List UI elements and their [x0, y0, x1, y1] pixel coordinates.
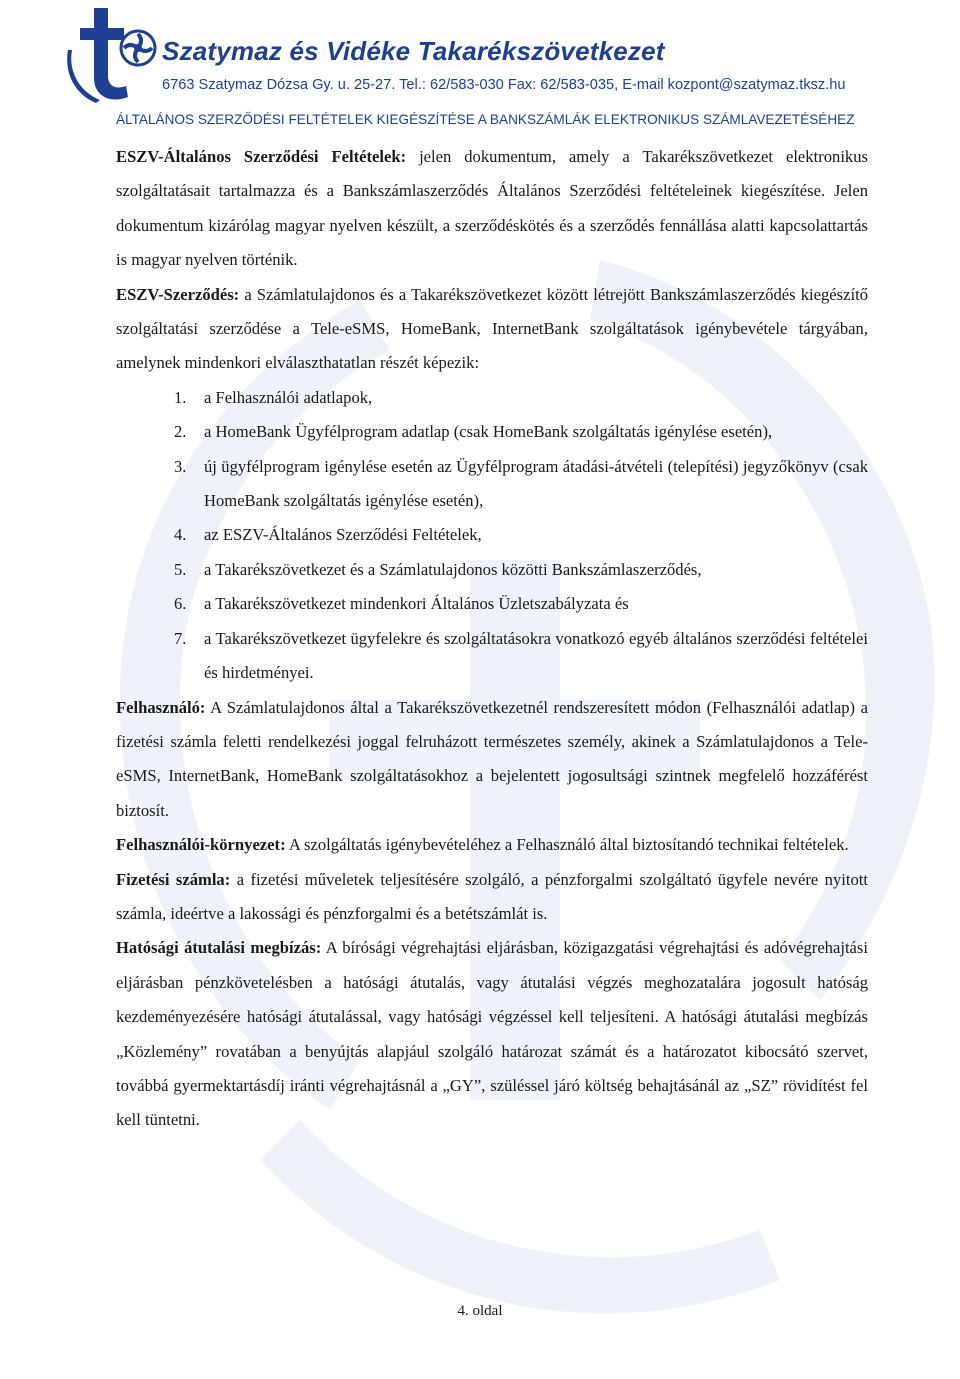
definition-aszf [116, 140, 868, 278]
list-item-text: a HomeBank Ügyfélprogram adatlap (csak HomeBank szolgáltatás igénylése esetén), [204, 422, 773, 442]
list-item-number: 5. [174, 559, 187, 579]
list-item-number: 2. [174, 422, 187, 442]
organization-contact: 6763 Szatymaz Dózsa Gy. u. 25-27. Tel.: 62/583-030 Fax: 62/583-035, E-mail kozpont@szatymaz.tksz.hu [162, 77, 846, 93]
list-item-text: a Takarékszövetkezet és a Számlatulajdonos közötti Bankszámlaszerződés, [204, 559, 702, 579]
definition-felhasznalo [116, 691, 868, 829]
definition-hatosagi-atutalas [116, 931, 868, 1137]
list-item [116, 450, 868, 519]
definition-term: Fizetési számla: [116, 869, 231, 889]
list-item-text: a Felhasználói adatlapok, [204, 387, 373, 407]
document-body [116, 140, 868, 1138]
definition-term: Hatósági átutalási megbízás: [116, 938, 322, 958]
list-item [116, 587, 868, 621]
list-item [116, 553, 868, 587]
list-item [116, 415, 868, 449]
definition-term: Felhasználó: [116, 697, 206, 717]
bank-logo [64, 4, 160, 104]
list-item-text: a Takarékszövetkezet ügyfelekre és szolgáltatásokra vonatkozó egyéb általános szerződési feltételei és hirdetményei. [204, 628, 868, 683]
list-item-text: a Takarékszövetkezet mindenkori Általános Üzletszabályzata és [204, 594, 629, 614]
definition-text: A Számlatulajdonos által a Takarékszövetkezetnél rendszeresített módon (Felhasználói adatlap) a fizetési számla feletti rendelkezési joggal felruházott természetes személy, akinek a Számlatulajdonos a Tele-eSMS, InternetBank, HomeBank szolgáltatásokhoz a bejelentett jogosultsági szintnek megfelelő hozzáférést biztosít. [116, 697, 868, 820]
list-item-text: új ügyfélprogram igénylése esetén az Ügyfélprogram átadási-átvételi (telepítési) jegyzőkönyv (csak HomeBank szolgáltatás igénylése esetén), [204, 456, 868, 511]
list-item [116, 622, 868, 691]
organization-name: Szatymaz és Vidéke Takarékszövetkezet [162, 36, 665, 66]
document-title: ÁLTALÁNOS SZERZŐDÉSI FELTÉTELEK KIEGÉSZÍTÉSE A BANKSZÁMLÁK ELEKTRONIKUS SZÁMLAVEZETÉSÉHEZ [116, 112, 855, 127]
list-item [116, 518, 868, 552]
definition-text: A szolgáltatás igénybevételéhez a Felhasználó által biztosítandó technikai feltételek. [285, 835, 849, 855]
list-item [116, 381, 868, 415]
list-item-number: 3. [174, 456, 187, 476]
definition-text: a Számlatulajdonos és a Takarékszövetkezet között létrejött Bankszámlaszerződés kiegészítő szolgáltatási szerződése a Tele-eSMS, HomeBank, InternetBank szolgáltatások igénybevétele tárgyában, amelynek mindenkori elválaszthatatlan részét képezik: [116, 284, 868, 373]
definition-text: A bírósági végrehajtási eljárásban, közigazgatási végrehajtási és adóvégrehajtási eljárásban pénzkövetelésben a hatósági átutalás, vagy átutalási végzés meghozatalára jogosult hatóság kezdeményezésére hatósági átutalással, vagy hatósági végzéssel kell teljesíteni. A hatósági átutalási megbízás „Közlemény” rovatában a benyújtás alapjául szolgáló határozat számát és a határozatot kibocsátó szervet, továbbá gyermektartásdíj iránti végrehajtásnál a „GY”, szüléssel járó költség behajtásánál az „SZ” rövidítést fel kell tüntetni. [116, 938, 868, 1130]
definition-term: ESZV-Szerződés: [116, 284, 240, 304]
definition-text: jelen dokumentum, amely a Takarékszövetkezet elektronikus szolgáltatásait tartalmazza és a Bankszámlaszerződés Általános Szerződési feltételeinek kiegészítése. Jelen dokumentum kizárólag magyar nyelven készült, a szerződéskötés és a szerződés fennállása alatti kapcsolattartás is magyar nyelven történik. [116, 147, 868, 270]
definition-text: a fizetési műveletek teljesítésére szolgáló, a pénzforgalmi szolgáltató ügyfele nevére nyitott számla, ideértve a lakossági és pénzforgalmi és a betétszámlát is. [116, 869, 868, 923]
list-item-number: 7. [174, 628, 187, 648]
letterhead [64, 4, 914, 104]
definition-felhasznaloi-kornyezet [116, 828, 868, 862]
page-number: 4. oldal [457, 1303, 503, 1319]
contract-parts-list [116, 381, 868, 691]
list-item-number: 6. [174, 594, 187, 614]
list-item-number: 1. [174, 387, 187, 407]
list-item-text: az ESZV-Általános Szerződési Feltételek, [204, 525, 482, 545]
list-item-number: 4. [174, 525, 187, 545]
definition-term: Felhasználói-környezet: [116, 835, 286, 855]
definition-term: ESZV-Általános Szerződési Feltételek: [116, 147, 407, 166]
definition-szerzodes [116, 278, 868, 381]
definition-fizetesi-szamla [116, 863, 868, 932]
